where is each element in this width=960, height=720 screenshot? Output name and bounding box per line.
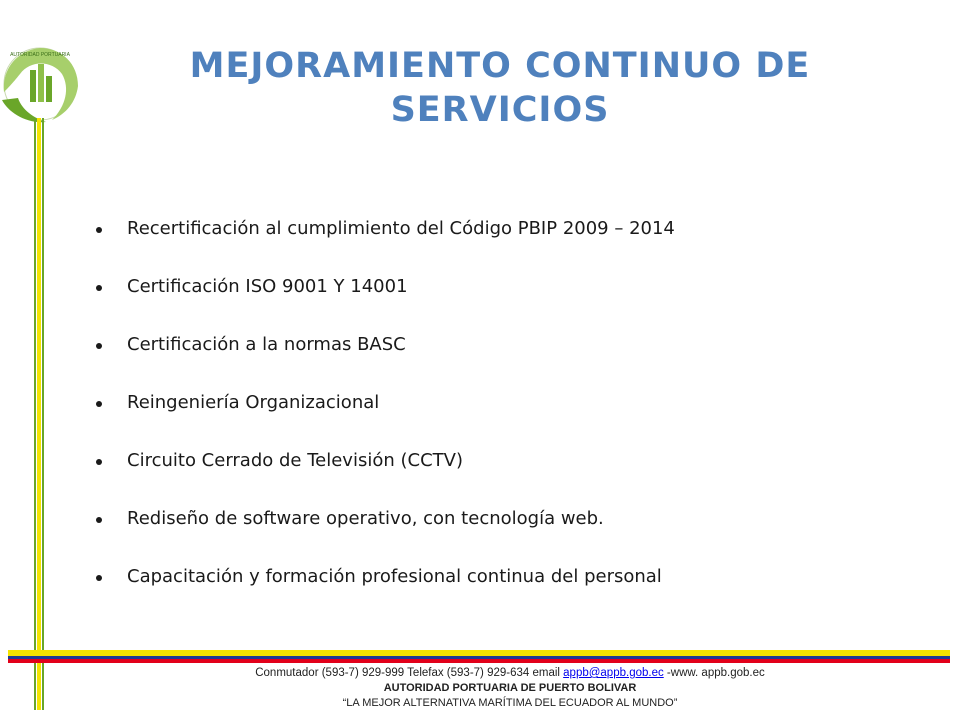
footer-contact-suffix: -www. appb.gob.ec [663,667,765,679]
bullet-item [96,212,675,270]
bullet-dot-icon [96,401,102,407]
bullet-dot-icon [96,459,102,465]
footer-contact-prefix: Conmutador (593-7) 929-999 Telefax (593-7) 929-634 email [255,667,564,679]
port-authority-logo [0,40,86,130]
bullet-dot-icon [96,227,102,233]
bullet-text: Recertificación al cumplimiento del Código PBIP 2009 – 2014 [127,218,675,239]
footer-organization: AUTORIDAD PORTUARIA DE PUERTO BOLIVAR [383,682,637,694]
bullet-item [96,560,675,618]
bullet-text: Reingeniería Organizacional [127,392,380,413]
bullet-item [96,386,675,444]
bullet-dot-icon [96,343,102,349]
vertical-line-green-right [42,118,44,710]
logo-lettering: AUTORIDAD PORTUARIA [10,52,70,58]
bullet-list [96,212,675,618]
bullet-text: Circuito Cerrado de Televisión (CCTV) [127,450,463,471]
bullet-item [96,502,675,560]
bullet-text: Certificación ISO 9001 Y 14001 [127,276,408,297]
slide-title: MEJORAMIENTO CONTINUO DE SERVICIOS [189,46,811,130]
bullet-item [96,270,675,328]
band-red [8,659,950,663]
bullet-item [96,328,675,386]
footer-motto: “LA MEJOR ALTERNATIVA MARÍTIMA DEL ECUADOR AL MUNDO” [342,697,678,709]
vertical-line-yellow [37,118,41,710]
bullet-item [96,444,675,502]
bullet-text: Capacitación y formación profesional continua del personal [127,566,662,587]
bullet-dot-icon [96,517,102,523]
bullet-dot-icon [96,575,102,581]
bullet-text: Rediseño de software operativo, con tecnología web. [127,508,604,529]
footer [120,666,900,711]
footer-contact [120,666,900,681]
bullet-dot-icon [96,285,102,291]
bullet-text: Certificación a la normas BASC [127,334,406,355]
email-link[interactable]: appb@appb.gob.ec [563,667,664,679]
vertical-line-green-left [34,118,36,710]
